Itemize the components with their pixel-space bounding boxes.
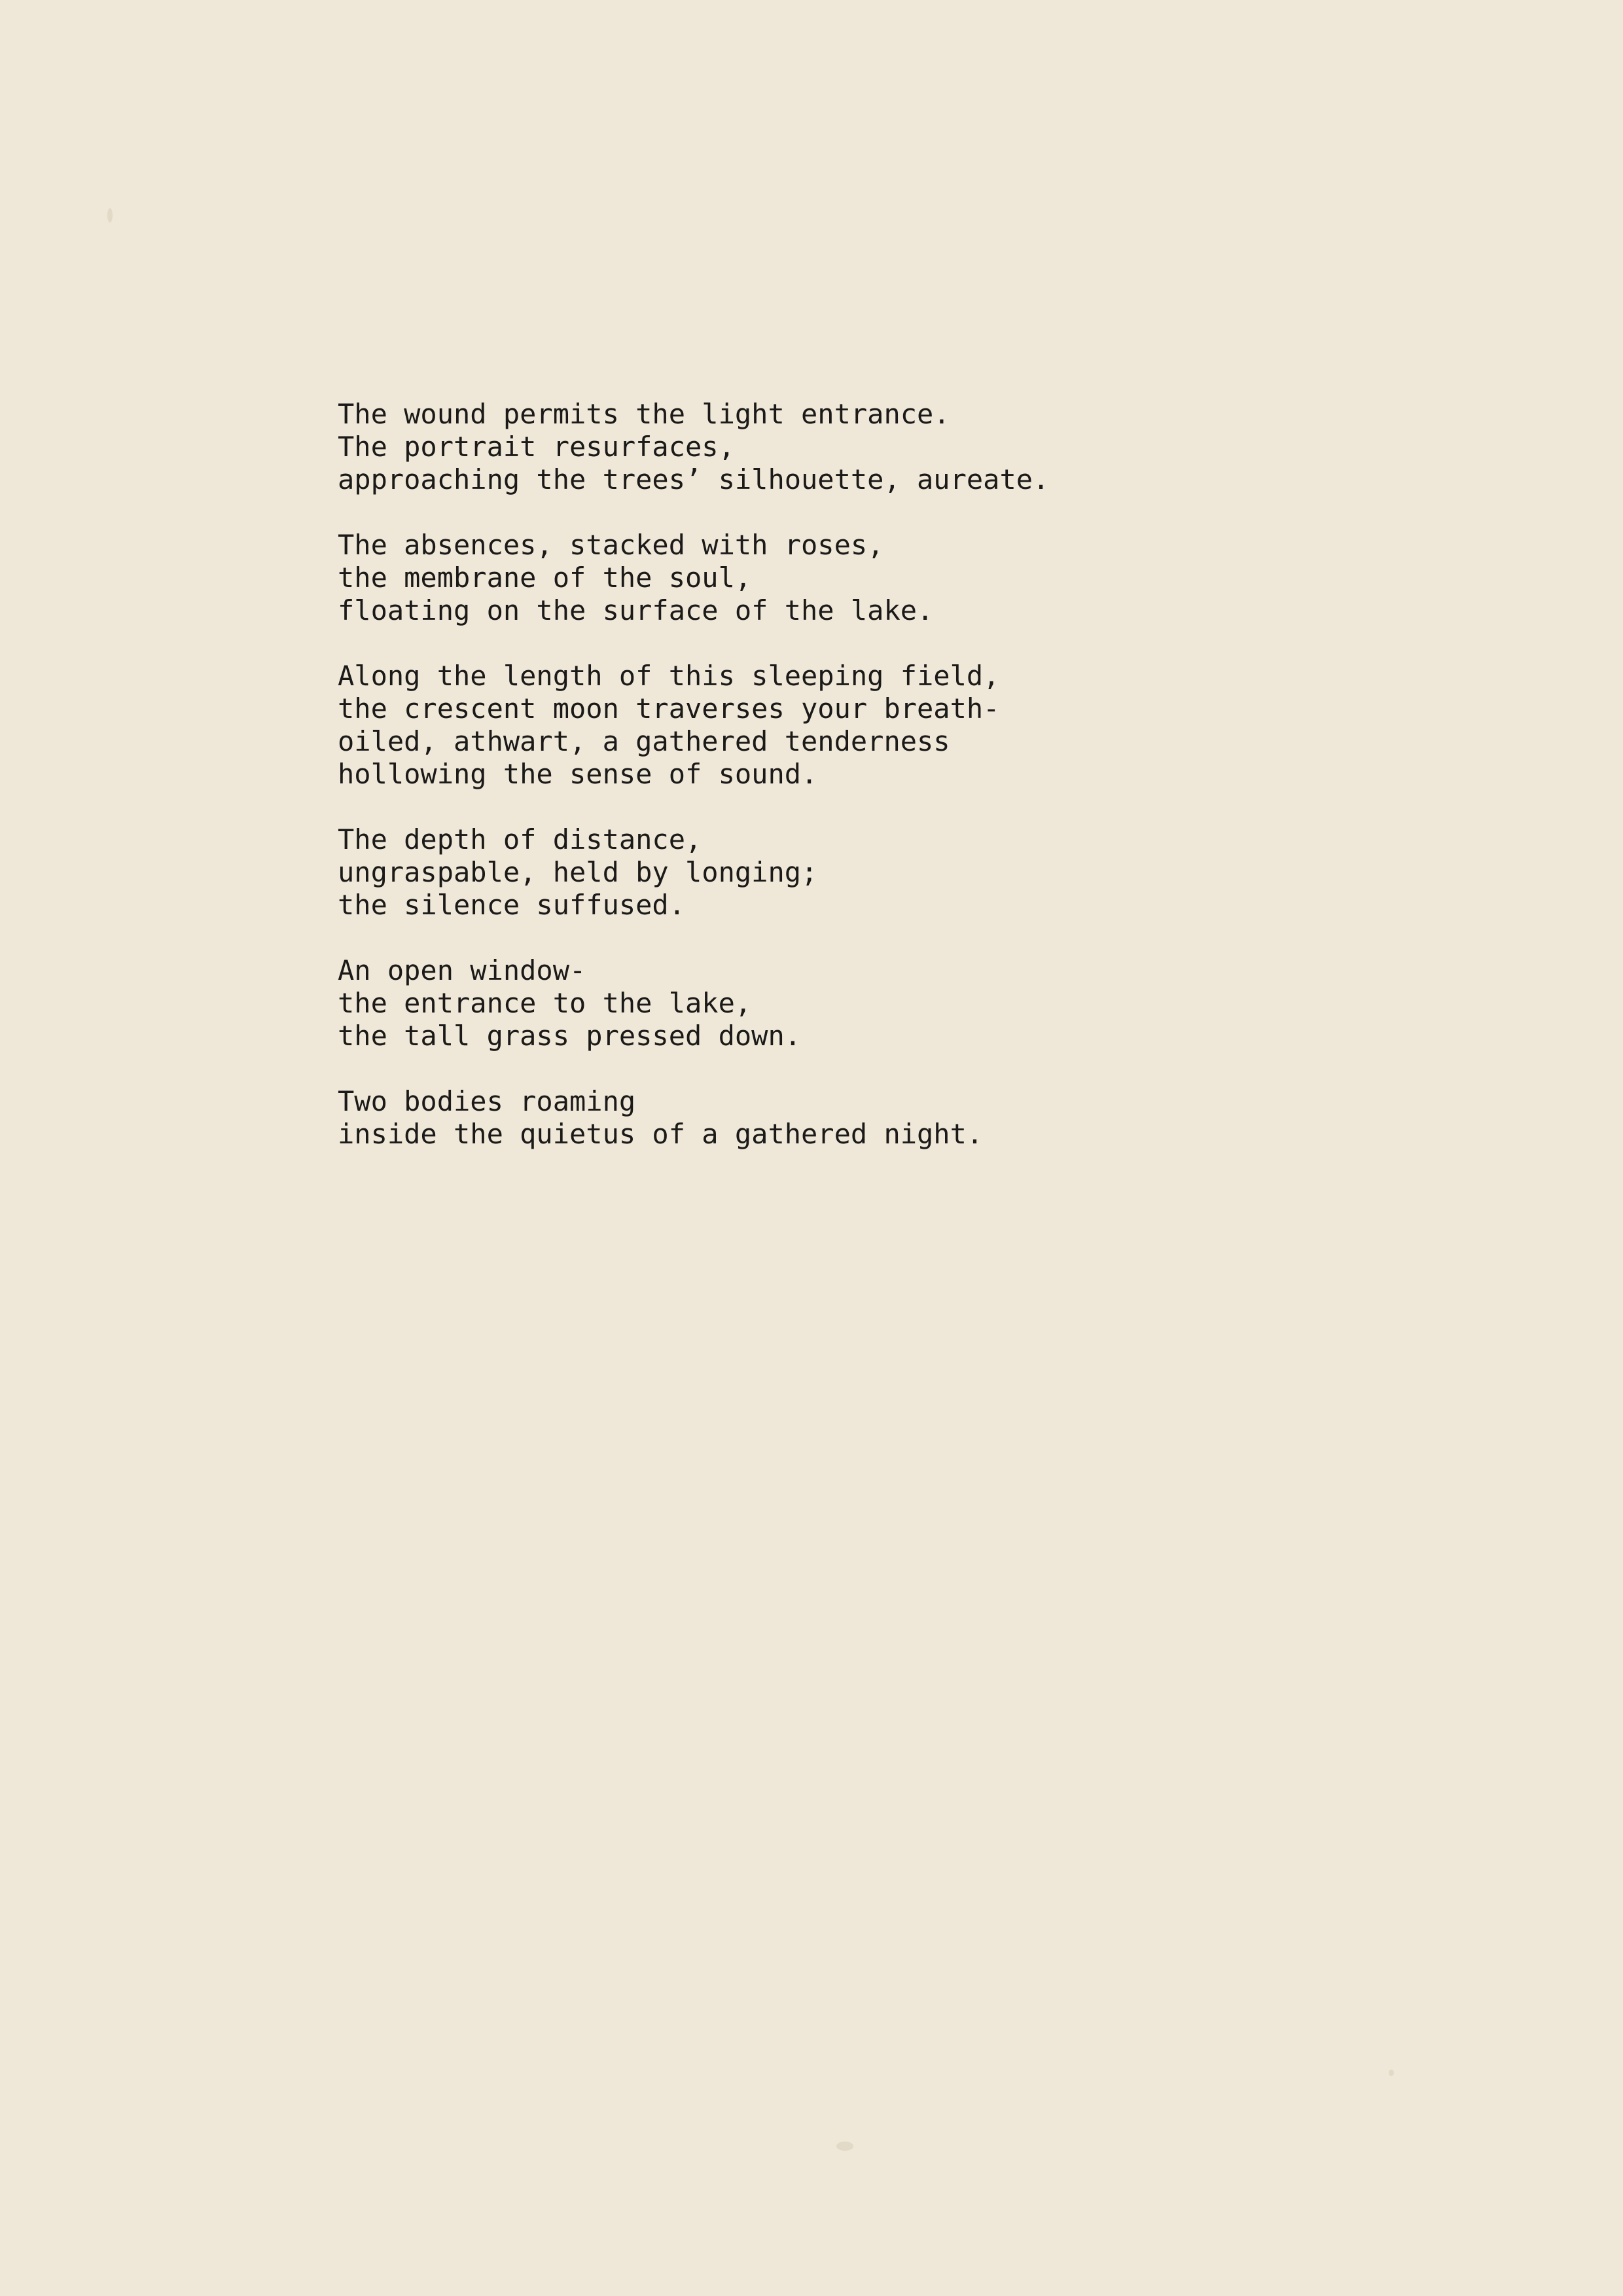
poem-line: floating on the surface of the lake. — [338, 594, 934, 626]
poem-line: inside the quietus of a gathered night. — [338, 1118, 984, 1150]
stanza — [338, 660, 1483, 791]
poem-line: The portrait resurfaces, — [338, 431, 735, 463]
poem-line: The wound permits the light entrance. — [338, 398, 950, 430]
poem-line: the entrance to the lake, — [338, 987, 752, 1019]
stanza — [338, 1085, 1483, 1151]
poem-line: the crescent moon traverses your breath- — [338, 692, 1000, 725]
poem-line: Along the length of this sleeping field, — [338, 660, 1000, 692]
poem-line: the tall grass pressed down. — [338, 1020, 802, 1052]
poem — [338, 398, 1483, 1183]
paper-speck — [1389, 2070, 1394, 2076]
poem-line: Two bodies roaming — [338, 1085, 636, 1117]
stanza — [338, 954, 1483, 1052]
paper-speck — [836, 2142, 853, 2151]
stanza — [338, 529, 1483, 627]
stanza — [338, 398, 1483, 496]
poem-line: hollowing the sense of sound. — [338, 758, 818, 790]
poem-line: oiled, athwart, a gathered tenderness — [338, 725, 950, 757]
poem-line: the membrane of the soul, — [338, 562, 752, 594]
poem-line: An open window- — [338, 954, 586, 986]
poem-line: the silence suffused. — [338, 889, 686, 921]
poem-line: The absences, stacked with roses, — [338, 529, 884, 561]
stanza — [338, 823, 1483, 922]
poem-line: approaching the trees’ silhouette, aureate. — [338, 463, 1050, 495]
poem-line: ungraspable, held by longing; — [338, 856, 818, 888]
poem-line: The depth of distance, — [338, 823, 702, 855]
paper-speck — [107, 208, 113, 223]
